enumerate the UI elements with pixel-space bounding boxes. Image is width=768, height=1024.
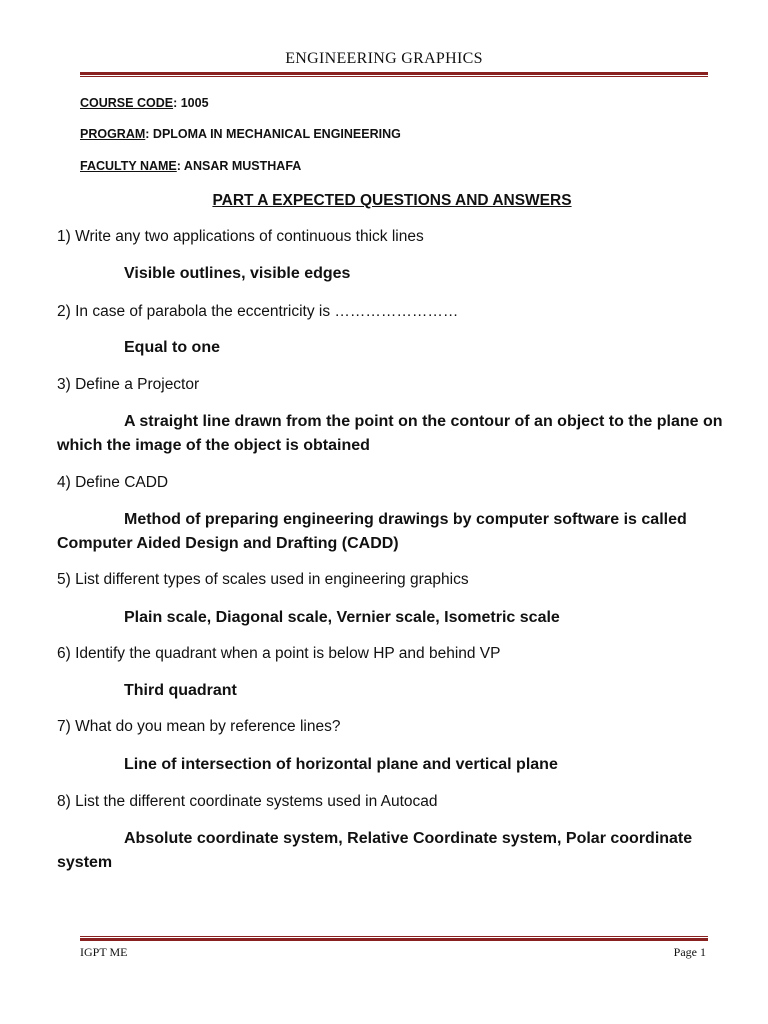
answer-6: Third quadrant [124,682,237,699]
footer-left-text: IGPT ME [80,945,128,959]
answer-8: Absolute coordinate system, Relative Coordinate system, Polar coordinate system [57,830,693,871]
answer-3: A straight line drawn from the point on the contour of an object to the plane on which the image of the object is obtained [57,413,723,454]
answer-7: Line of intersection of horizontal plane and vertical plane [124,756,558,773]
part-title: PART A EXPECTED QUESTIONS AND ANSWERS [212,192,572,209]
faculty-value: : ANSAR MUSTHAFA [176,159,302,173]
answer-2: Equal to one [124,339,220,356]
question-5: 5) List different types of scales used in engineering graphics [57,571,469,588]
program-value: : DPLOMA IN MECHANICAL ENGINEERING [145,127,401,141]
program [80,127,401,141]
answer-1: Visible outlines, visible edges [124,265,351,282]
program-label: PROGRAM [80,127,146,141]
question-6: 6) Identify the quadrant when a point is below HP and behind VP [57,645,501,662]
answer-5: Plain scale, Diagonal scale, Vernier scale, Isometric scale [124,609,560,626]
question-1: 1) Write any two applications of continuous thick lines [57,228,424,245]
faculty-label: FACULTY NAME [80,159,177,173]
course-code-label: COURSE CODE [80,96,174,110]
question-2: 2) In case of parabola the eccentricity is …………………… [57,303,459,320]
faculty-name [80,159,301,173]
answer-4: Method of preparing engineering drawings by computer software is called Computer Aided Design and Drafting (CADD) [57,511,687,552]
question-8: 8) List the different coordinate systems used in Autocad [57,793,438,810]
page-header-title: ENGINEERING GRAPHICS [285,50,483,67]
question-4: 4) Define CADD [57,474,169,491]
course-code [80,96,209,110]
course-code-value: : 1005 [173,96,209,110]
footer-rule [80,936,708,941]
header-rule [80,72,708,77]
question-7: 7) What do you mean by reference lines? [57,718,341,735]
question-3: 3) Define a Projector [57,376,200,393]
page-number: Page 1 [673,945,706,959]
